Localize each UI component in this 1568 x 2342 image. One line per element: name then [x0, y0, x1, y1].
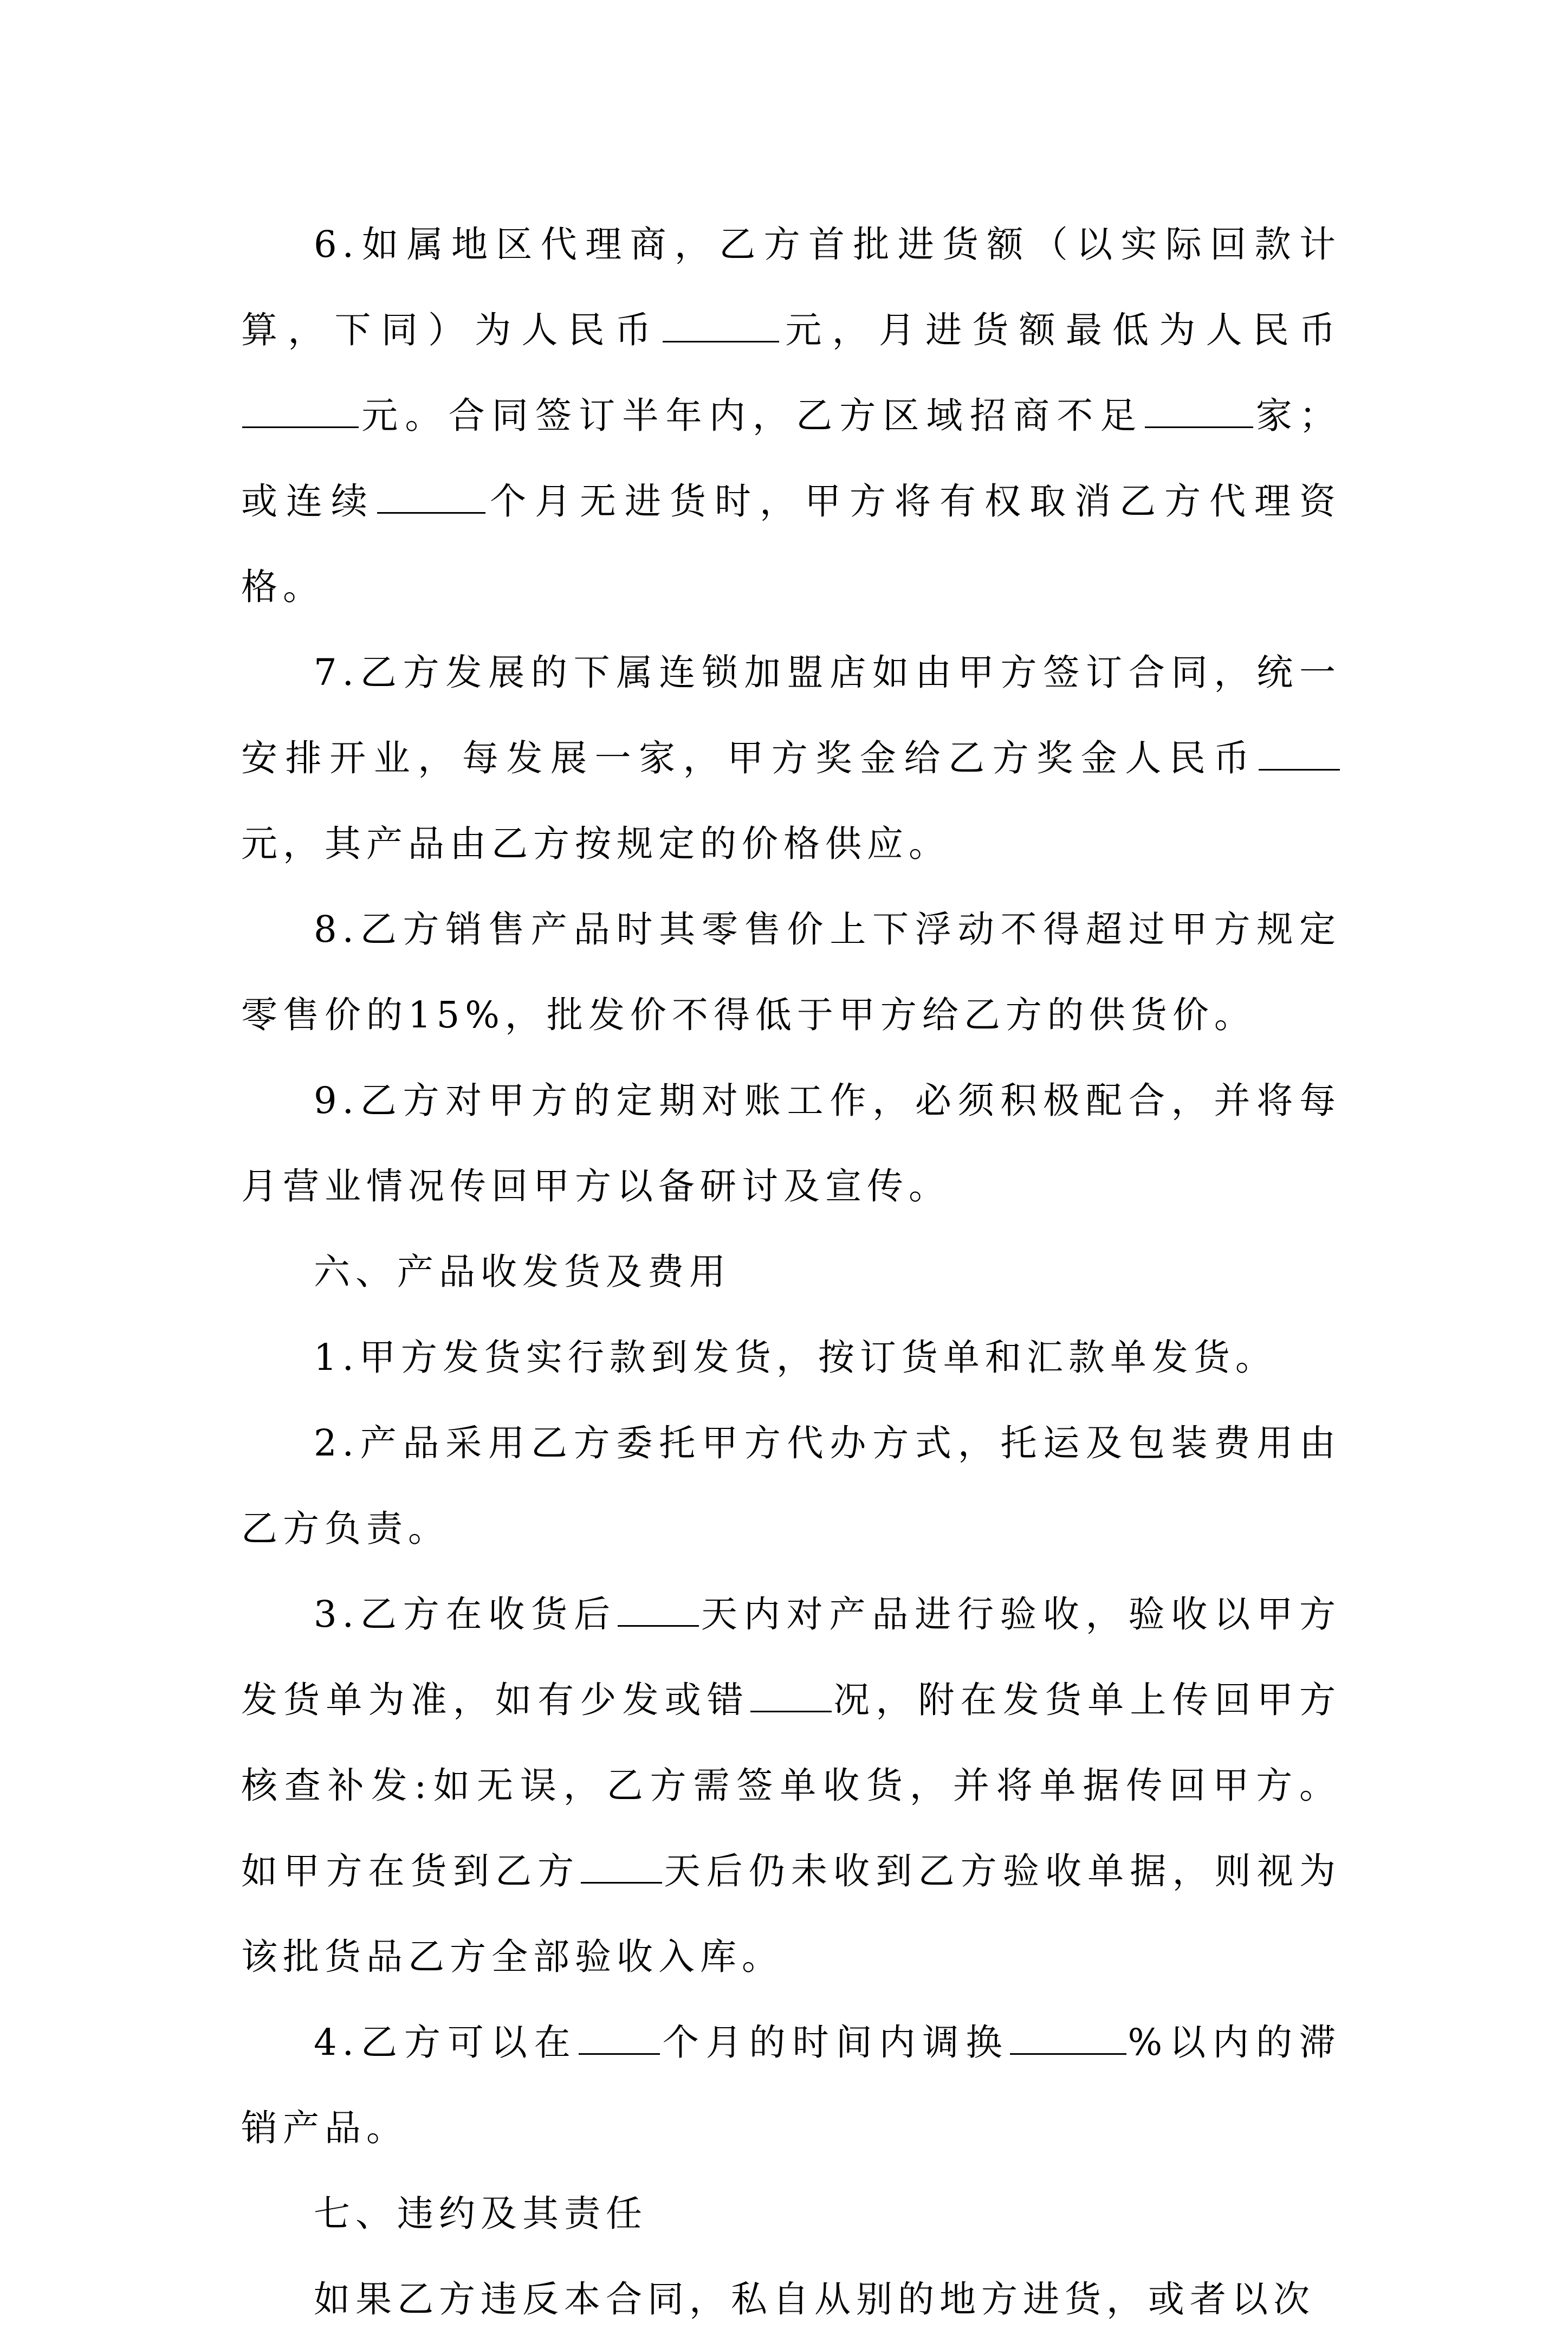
clause-6-paragraph — [241, 202, 1341, 630]
text-segment: 元。合同签订半年内，乙方区域招商不足 — [360, 394, 1144, 437]
fill-in-blank — [1259, 737, 1340, 771]
text-segment: 3.乙方在收货后 — [314, 1593, 617, 1635]
text-segment: 4.乙方可以在 — [314, 2021, 578, 2063]
heading-text: 七、违约及其责任 — [314, 2192, 647, 2235]
fill-in-blank — [1010, 2022, 1126, 2055]
text-segment: 元，其产品由乙方按规定的价格供应。 — [241, 823, 950, 865]
text-segment: 2.产品采用乙方委托甲方代办方式，托运及包装费用由乙方负责。 — [241, 1422, 1341, 1550]
text-segment: 个月的时间内调换 — [660, 2021, 1009, 2063]
heading-text: 六、产品收发货及费用 — [314, 1251, 731, 1293]
text-segment: 家；或连续 — [241, 394, 1342, 522]
text-segment: 况，附在发货单上传回甲方核查补发:如无误，乙方需签单收货，并将单据传回甲方。如甲方在货到乙方 — [241, 1679, 1341, 1892]
fill-in-blank — [750, 1679, 832, 1712]
section-heading — [241, 2171, 1341, 2256]
fill-in-blank — [618, 1594, 699, 1627]
text-segment: %以内的滞销产品。 — [241, 2021, 1341, 2149]
fill-in-blank — [1145, 395, 1253, 428]
text-segment: 天后仍未收到乙方验收单据，则视为该批货品乙方全部验收入库。 — [241, 1850, 1342, 1978]
text-segment: 6.如属地区代理商，乙方首批进货额（以实际回款计算，下同）为人民币 — [241, 223, 1341, 351]
text-segment: 7.乙方发展的下属连锁加盟店如由甲方签订合同，统一安排开业，每发展一家，甲方奖金给乙方奖金人民币 — [241, 651, 1341, 779]
clause-7-paragraph — [241, 630, 1341, 887]
fill-in-blank — [663, 309, 779, 342]
section-6-clause-3-paragraph — [241, 1571, 1341, 2000]
fill-in-blank — [242, 395, 359, 428]
section-7-body-paragraph — [241, 2256, 1341, 2342]
section-6-clause-2-paragraph — [241, 1400, 1341, 1571]
text-segment: 8.乙方销售产品时其零售价上下浮动不得超过甲方规定零售价的15%，批发价不得低于甲方给乙方的供货价。 — [241, 908, 1341, 1036]
text-segment: 如果乙方违反本合同，私自从别的地方进货，或者以次 — [314, 2278, 1315, 2320]
fill-in-blank — [377, 481, 485, 514]
text-segment: 1.甲方发货实行款到发货，按订货单和汇款单发货。 — [314, 1336, 1277, 1379]
text-segment: 9.乙方对甲方的定期对账工作，必须积极配合，并将每月营业情况传回甲方以备研讨及宣传。 — [241, 1079, 1341, 1207]
text-segment: 天内对产品进行验收，验收以甲方发货单为准，如有少发或错 — [241, 1593, 1341, 1721]
fill-in-blank — [581, 1851, 662, 1884]
section-heading — [241, 1229, 1341, 1315]
clause-8-paragraph — [241, 887, 1341, 1058]
text-segment: 元，月进货额最低为人民币 — [780, 309, 1342, 351]
clause-9-paragraph — [241, 1058, 1341, 1229]
text-segment: 个月无进货时，甲方将有权取消乙方代理资格。 — [241, 480, 1341, 608]
document-page — [241, 202, 1341, 2342]
section-6-clause-4-paragraph — [241, 2000, 1341, 2171]
section-6-clause-1-paragraph — [241, 1315, 1341, 1400]
fill-in-blank — [579, 2022, 660, 2055]
